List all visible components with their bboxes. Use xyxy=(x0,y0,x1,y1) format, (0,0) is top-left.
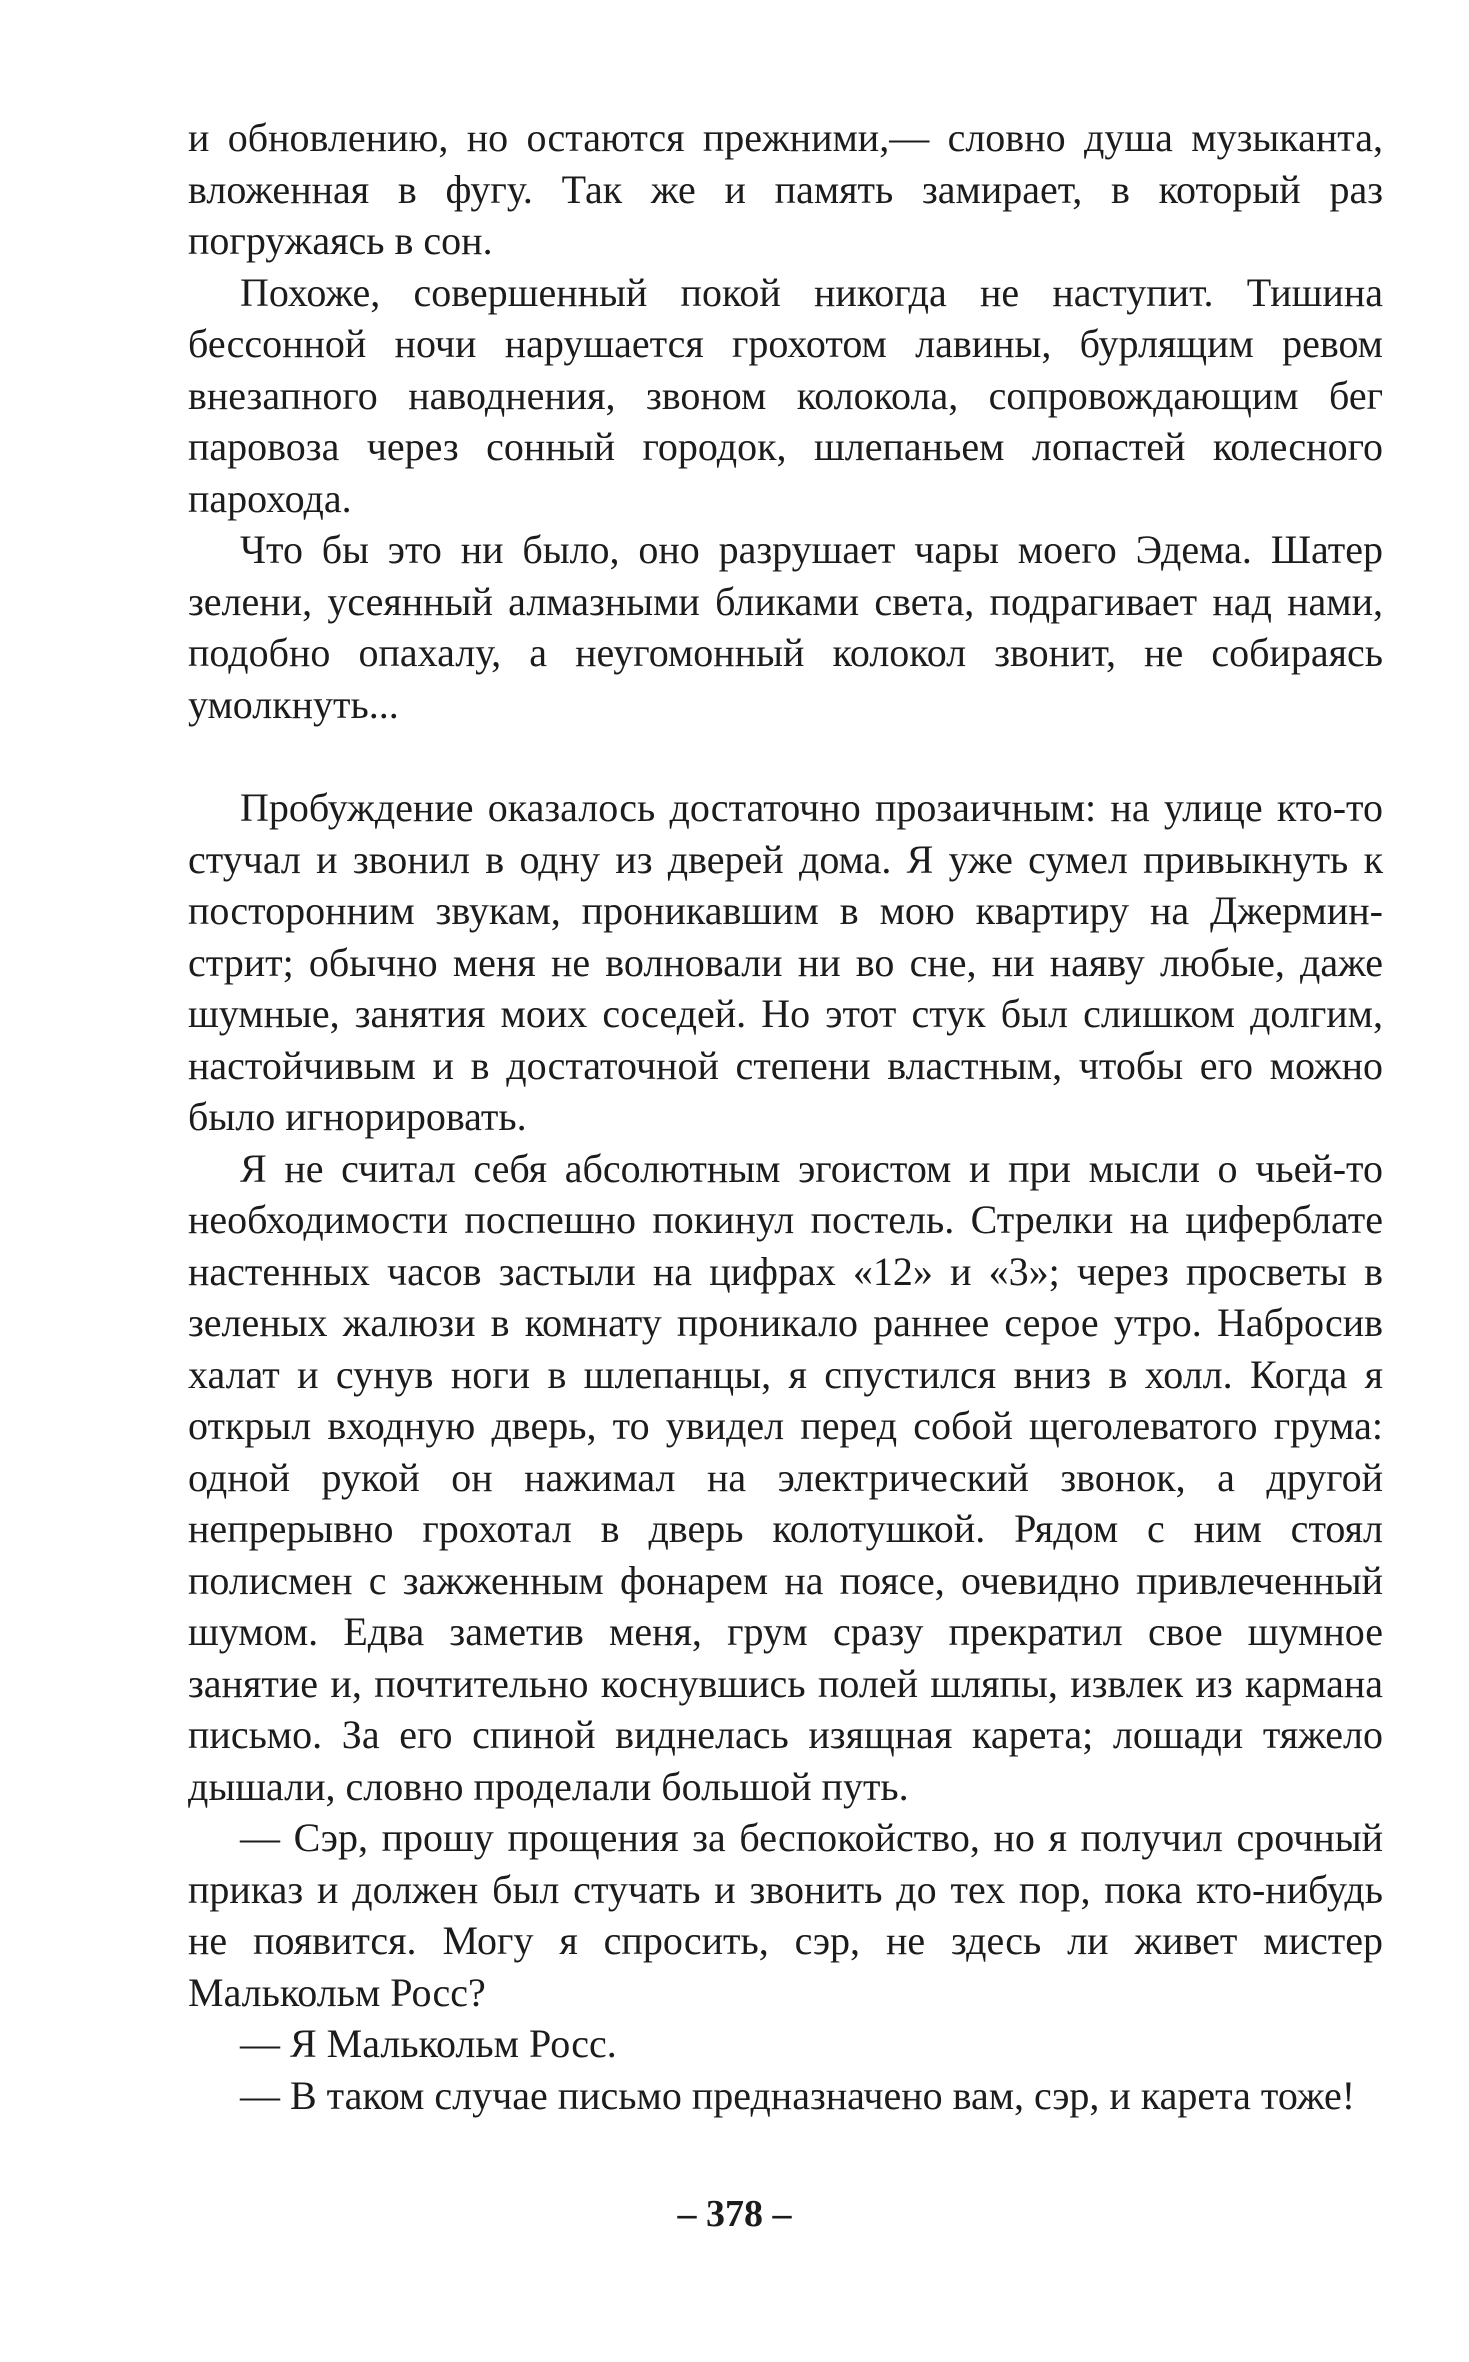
paragraph-continuation: и обновлению, но остаются прежними,— словно душа музыканта, вложенная в фугу. Так же и память замирает, в который раз погружаясь в сон. xyxy=(188,115,1383,263)
section-break xyxy=(188,730,1383,782)
dialogue-line: — Сэр, прошу прощения за беспокойство, но я получил срочный приказ и должен был стучать и звонить до тех пор, пока кто-нибудь не появится. Могу я спросить, сэр, не здесь ли живет мистер Малькольм Росс? xyxy=(188,1815,1383,2015)
dialogue-line: — Я Малькольм Росс. xyxy=(240,2021,617,2066)
dialogue-line: — В таком случае письмо предназначено вам, сэр, и карета тоже! xyxy=(240,2072,1356,2118)
page-number: – 378 – xyxy=(677,2193,792,2235)
page-text xyxy=(188,112,1383,2121)
paragraph: Пробуждение оказалось достаточно прозаичным: на улице кто-то стучал и звонил в одну из дверей дома. Я уже сумел привыкнуть к посторонним звукам, проникавшим в мою квартиру на Джермин-стрит; обычно меня не волновали ни во сне, ни наяву любые, даже шумные, занятия моих соседей. Но этот стук был слишком долгим, настойчивым и в достаточной степени властным, чтобы его можно было игнорировать. xyxy=(188,785,1383,1139)
paragraph: Похоже, совершенный покой никогда не наступит. Тишина бессонной ночи нарушается грохотом лавины, бурлящим ревом внезапного наводнения, звоном колокола, сопровождающим бег паровоза через сонный городок, шлепаньем лопастей колесного парохода. xyxy=(188,269,1383,521)
paragraph: Я не считал себя абсолютным эгоистом и при мысли о чьей-то необходимости поспешно покинул постель. Стрелки на циферблате настенных часов застыли на цифрах «12» и «3»; через просветы в зеленых жалюзи в комнату проникало раннее серое утро. Набросив халат и сунув ноги в шлепанцы, я спустился вниз в холл. Когда я открыл входную дверь, то увидел перед собой щеголеватого грума: одной рукой он нажимал на электрический звонок, а другой непрерывно грохотал в дверь колотушкой. Рядом с ним стоял полисмен с зажженным фонарем на поясе, очевидно привлеченный шумом. Едва заметив меня, грум сразу прекратил свое шумное занятие и, почтительно коснувшись полей шляпы, извлек из кармана письмо. За его спиной виднелась изящная карета; лошади тяжело дышали, словно проделали большой путь. xyxy=(188,1145,1383,1809)
paragraph: Что бы это ни было, оно разрушает чары моего Эдема. Шатер зелени, усеянный алмазными бликами света, подрагивает над нами, подобно опахалу, а неугомонный колокол звонит, не собираясь умолкнуть... xyxy=(188,527,1383,727)
